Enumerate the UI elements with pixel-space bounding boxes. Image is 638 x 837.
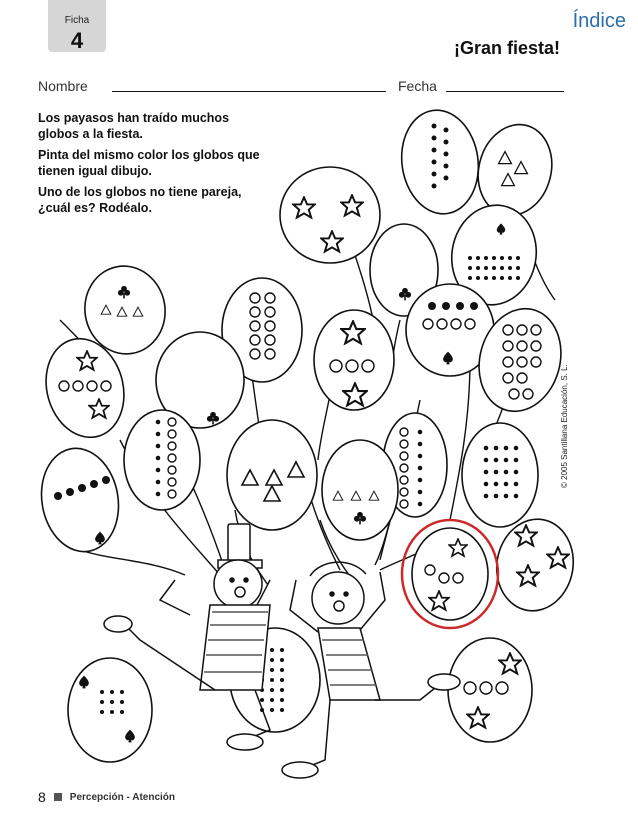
ficha-number: 4 [70,28,84,53]
page-number: 8 [38,789,46,805]
name-label: Nombre [38,78,88,94]
ficha-label: Ficha [64,15,90,26]
date-label: Fecha [398,78,437,94]
instruction-2: Pinta del mismo color los globos que tienen igual dibujo. [38,148,260,178]
indice-link[interactable]: Índice [572,10,626,32]
copyright-notice: © 2005 Santillana Educación, S. L. [560,364,569,488]
section-label: Percepción - Atención [69,791,176,803]
page-title: ¡Gran fiesta! [453,38,560,58]
instruction-3: Uno de los globos no tiene pareja, ¿cuál es? Rodéalo. [38,185,242,215]
instruction-1: Los payasos han traído muchos globos a la fiesta. [38,111,230,141]
